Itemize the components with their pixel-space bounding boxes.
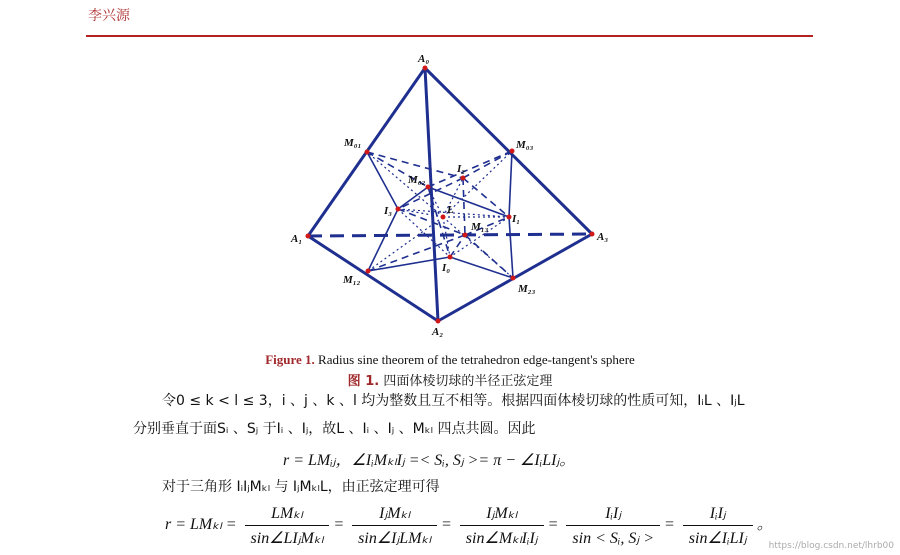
caption-en-text: Radius sine theorem of the tetrahedron edge-tangent's sphere [314, 352, 635, 367]
equation-1: r = LMᵢⱼ，∠IᵢMₖₗIⱼ =< Sᵢ, Sⱼ >= π − ∠IᵢLIⱼ。 [283, 452, 576, 469]
point-m12 [366, 269, 371, 274]
point-m02 [426, 185, 431, 190]
label-a0: A₀ [418, 53, 430, 65]
label-i3: I₃ [384, 205, 393, 217]
label-a2: A₂ [432, 326, 444, 338]
figure-caption-zh [0, 370, 900, 389]
point-l [441, 215, 446, 220]
fraction-1: $\frac{\text{LMₖₗ}}{\text{sin∠LIⱼMₖₗ}}$ [245, 503, 330, 548]
point-m23 [511, 276, 516, 281]
caption-zh-label: 图 1. [347, 374, 380, 389]
point-a2 [436, 319, 441, 324]
label-m23: M₂₃ [518, 283, 536, 295]
point-i1 [507, 215, 512, 220]
label-i0: I₀ [442, 262, 451, 274]
label-m01: M₀₁ [344, 137, 362, 149]
caption-en-label: Figure 1. [265, 352, 315, 367]
watermark-text: https://blog.csdn.net/lhrb00 [768, 541, 894, 551]
caption-zh-text: 四面体棱切球的半径正弦定理 [379, 374, 553, 389]
label-m13: M₁₃ [471, 221, 489, 233]
fraction-3: $\frac{\text{IⱼMₖₗ}}{\text{sin∠MₖₗIᵢIⱼ}}$ [460, 503, 544, 548]
point-a0 [423, 66, 428, 71]
label-m03: M₀₃ [516, 139, 534, 151]
point-m13 [463, 233, 468, 238]
eq2-end: 。 [756, 516, 773, 534]
label-a3: A₃ [597, 231, 609, 243]
equation-2: r = LMₖₗ = $\frac{\text{LMₖₗ}}{\text{sin∠LIⱼMₖₗ}}$ = $\frac{\text{IⱼMₖₗ}}{\text{sin∠IⱼLMₖₗ}}$ = $\frac{\text{IⱼMₖₗ}}{\text{sin∠MₖₗIᵢIⱼ}}$ = $\frac{\text{IᵢIⱼ}}{\text{sin < Sᵢ, Sⱼ >}}$ = $\frac{\text{IᵢIⱼ}}{\text{sin∠IᵢLIⱼ}}$ 。 [165, 505, 773, 547]
author-name: 李兴源 [88, 8, 130, 24]
label-i2: I₂ [457, 163, 466, 175]
fraction-4: $\frac{\text{IᵢIⱼ}}{\text{sin < Sᵢ, Sⱼ >}}$ [566, 503, 660, 548]
fraction-2: $\frac{\text{IⱼMₖₗ}}{\text{sin∠IⱼLMₖₗ}}$ [352, 503, 437, 548]
point-i0 [448, 255, 453, 260]
edge-a1-a3-hidden [308, 234, 592, 236]
figure-caption-en [0, 352, 900, 368]
label-i1: I₁ [512, 213, 521, 225]
point-a3 [590, 232, 595, 237]
paragraph-3: 对于三角形 IᵢIⱼMₖₗ 与 IⱼMₖₗL，由正弦定理可得 [162, 479, 440, 495]
point-i3 [396, 207, 401, 212]
point-a1 [306, 234, 311, 239]
paragraph-1: 令0 ≤ k < l ≤ 3，i 、j 、k 、l 均为整数且互不相等。根据四面体棱切球的性质可知，IᵢL 、IⱼL [162, 393, 745, 409]
label-l: L [447, 204, 454, 216]
point-i2 [461, 176, 466, 181]
label-m02: M₀₂ [408, 174, 426, 186]
point-m03 [510, 149, 515, 154]
edge-a1-a2 [308, 236, 438, 321]
point-m01 [365, 150, 370, 155]
fraction-5: $\frac{\text{IᵢIⱼ}}{\text{sin∠IᵢLIⱼ}}$ [683, 503, 753, 548]
paragraph-2: 分别垂直于面Sᵢ 、Sⱼ 于Iᵢ 、Iⱼ，故L 、Iᵢ 、Iⱼ 、Mₖₗ 四点共圆。因此 [133, 421, 536, 437]
eq2-lhs: r = LMₖₗ = [165, 516, 237, 534]
label-m12: M₁₂ [343, 274, 361, 286]
label-a1: A₁ [291, 233, 303, 245]
